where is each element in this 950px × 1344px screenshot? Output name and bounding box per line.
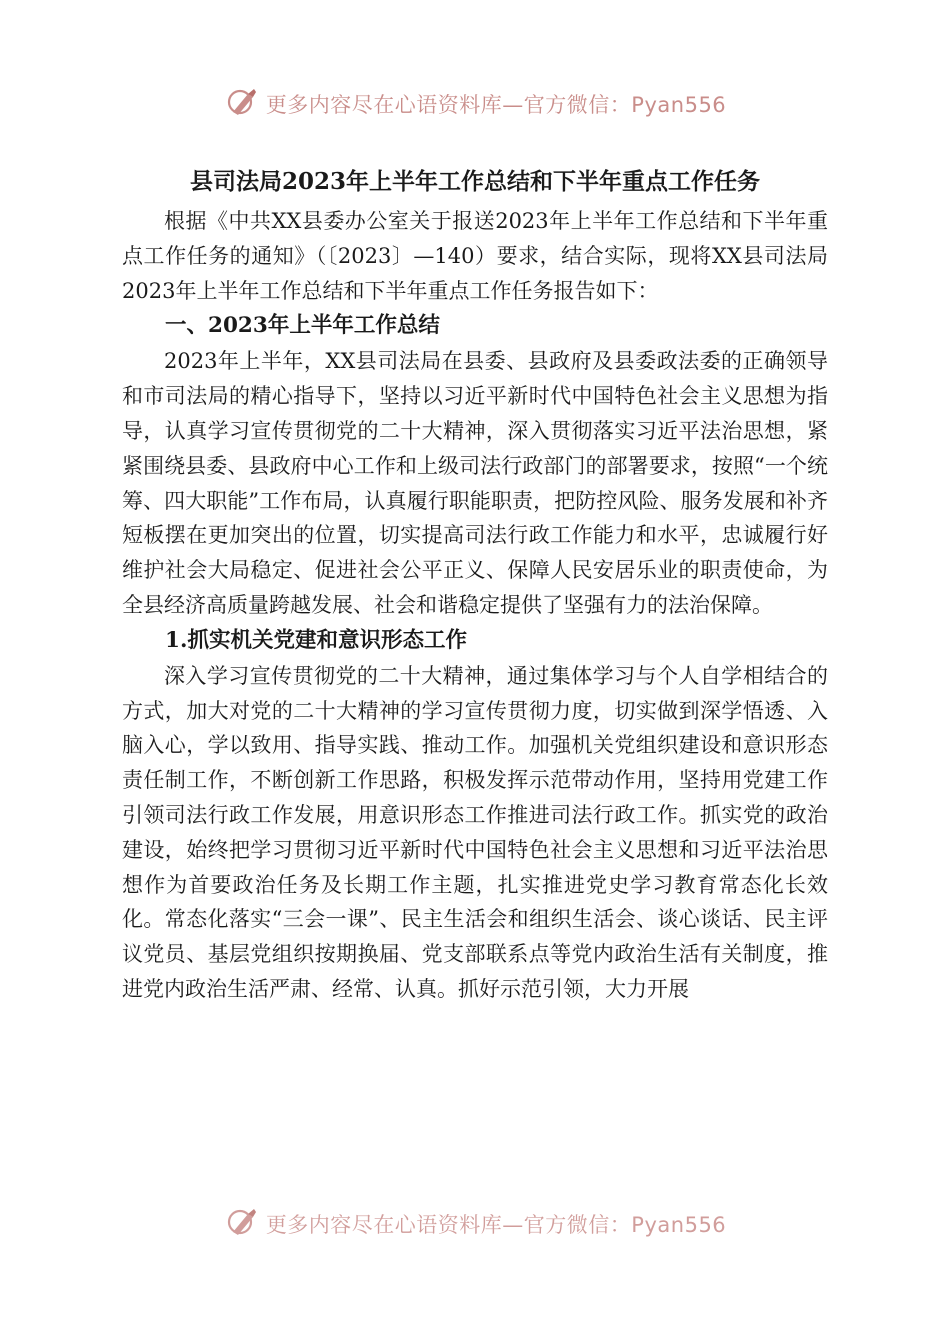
intro-paragraph: 根据《中共XX县委办公室关于报送2023年上半年工作总结和下半年重点工作任务的通知》（〔2023〕—140）要求，结合实际，现将XX县司法局2023年上半年工作总结和下半年重点工作任务报告如下： [122, 209, 828, 303]
subsection-1-paragraph: 深入学习宣传贯彻党的二十大精神，通过集体学习与个人自学相结合的方式，加大对党的二十大精神的学习宣传贯彻力度，切实做到深学悟透、入脑入心，学以致用、指导实践、推动工作。加强机关党组织建设和意识形态责任制工作，不断创新工作思路，积极发挥示范带动作用，坚持用党建工作引领司法行政工作发展，用意识形态工作推进司法行政工作。抓实党的政治建设，始终把学习贯彻习近平新时代中国特色社会主义思想和习近平法治思想作为首要政治任务及长期工作主题，扎实推进党史学习教育常态化长效化。常态化落实“三会一课”、民主生活会和组织生活会、谈心谈话、民主评议党员、基层党组织按期换届、党支部联系点等党内政治生活有关制度，推进党内政治生活严肃、经常、认真。抓好示范引领，大力开展 [122, 663, 828, 1001]
watermark-text: 更多内容尽在心语资料库—官方微信：Pyan556 [265, 1213, 727, 1237]
document-title: 县司法局2023年上半年工作总结和下半年重点工作任务 [189, 168, 760, 195]
header-watermark [0, 84, 950, 124]
watermark-text: 更多内容尽在心语资料库—官方微信：Pyan556 [265, 93, 727, 117]
subsection-heading-1: 1.抓实机关党建和意识形态工作 [165, 627, 467, 653]
pen-nib-logo-icon [224, 84, 260, 125]
pen-nib-logo-icon [224, 1204, 260, 1245]
document-body [122, 160, 828, 1007]
section-1-paragraph: 2023年上半年，XX县司法局在县委、县政府及县委政法委的正确领导和市司法局的精心指导下，坚持以习近平新时代中国特色社会主义思想为指导，认真学习宣传贯彻党的二十大精神，深入贯彻落实习近平法治思想，紧紧围绕县委、县政府中心工作和上级司法行政部门的部署要求，按照“一个统筹、四大职能”工作布局，认真履行职能职责，把防控风险、服务发展和补齐短板摆在更加突出的位置，切实提高司法行政工作能力和水平，忠诚履行好维护社会大局稳定、促进社会公平正义、保障人民安居乐业的职责使命，为全县经济高质量跨越发展、社会和谐稳定提供了坚强有力的法治保障。 [122, 349, 828, 617]
footer-watermark [0, 1206, 950, 1242]
section-heading-1: 一、2023年上半年工作总结 [165, 313, 440, 339]
